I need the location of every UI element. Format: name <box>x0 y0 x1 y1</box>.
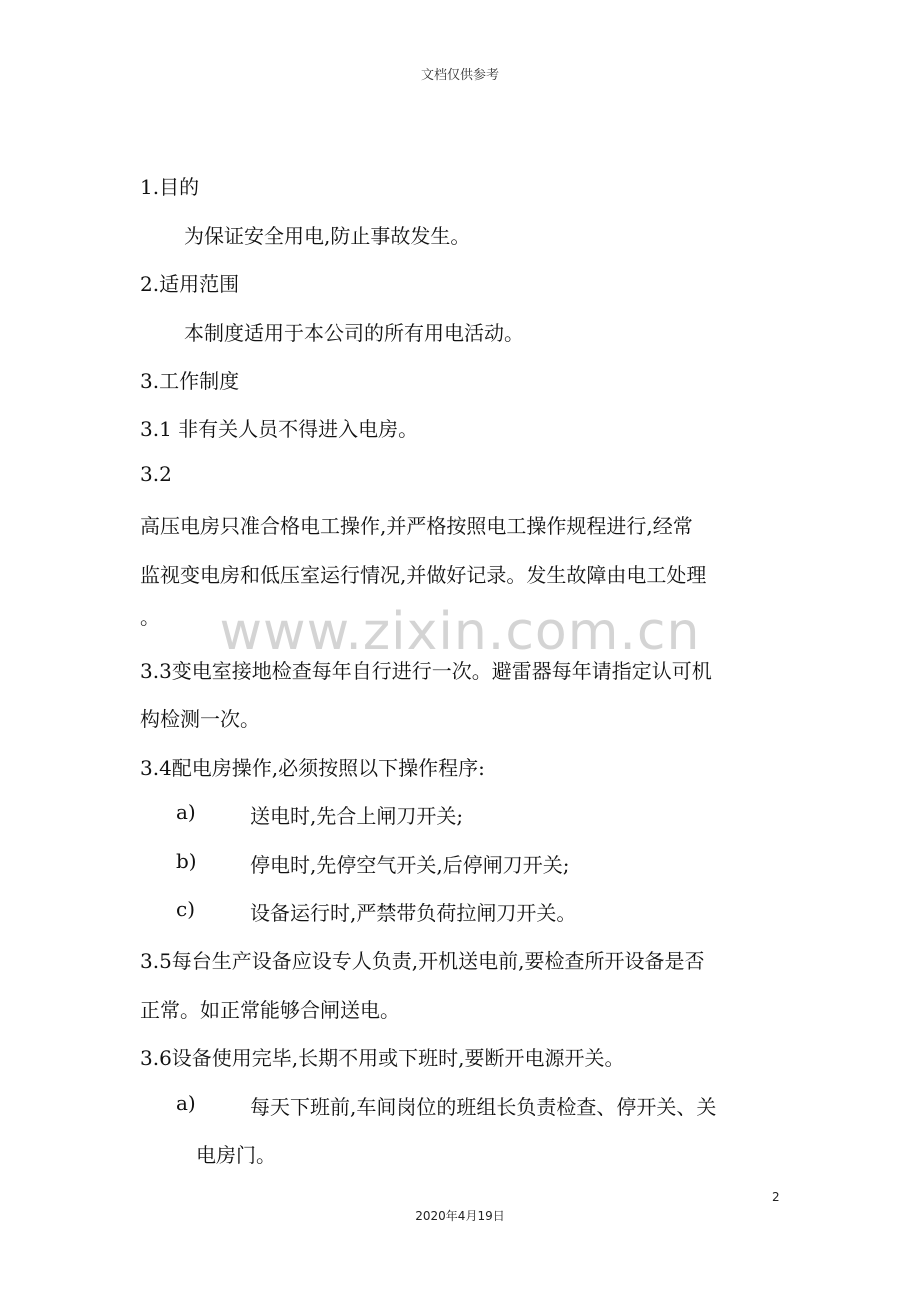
list-item-text: 设备运行时,严禁带负荷拉闸刀开关。 <box>250 901 577 925</box>
clause-3-6: 3.6设备使用完毕,长期不用或下班时,要断开电源开关。 <box>140 1046 625 1070</box>
clause-3-4: 3.4配电房操作,必须按照以下操作程序: <box>140 756 485 780</box>
list-item-text: 送电时,先合上闸刀开关; <box>250 804 464 828</box>
clause-3-2-line-3: 。 <box>140 605 160 629</box>
footer-date: 2020年4月19日 <box>415 1209 505 1223</box>
clause-3-3-line-1: 3.3变电室接地检查每年自行进行一次。避雷器每年请指定认可机 <box>140 659 712 683</box>
watermark: www.zixin.com.cn <box>219 602 701 662</box>
clause-3-2-line-1: 高压电房只准合格电工操作,并严格按照电工操作规程进行,经常 <box>140 514 693 538</box>
clause-3-5-line-2: 正常。如正常能够合闸送电。 <box>140 998 400 1022</box>
section-1-text: 为保证安全用电,防止事故发生。 <box>184 224 471 248</box>
list-item-continuation: 电房门。 <box>196 1143 276 1167</box>
clause-3-3-line-2: 构检测一次。 <box>140 707 260 731</box>
list-item-marker: a) <box>176 800 196 824</box>
clause-3-2-number: 3.2 <box>140 462 172 486</box>
section-2-text: 本制度适用于本公司的所有用电活动。 <box>184 321 524 345</box>
clause-3-5-line-1: 3.5每台生产设备应设专人负责,开机送电前,要检查所开设备是否 <box>140 949 705 973</box>
page-number: 2 <box>772 1190 780 1204</box>
clause-3-1: 3.1 非有关人员不得进入电房。 <box>140 417 419 441</box>
list-item-text: 停电时,先停空气开关,后停闸刀开关; <box>250 853 570 877</box>
page-header: 文档仅供参考 <box>420 68 499 83</box>
list-item-marker: c) <box>176 897 196 921</box>
section-1-title: 1.目的 <box>140 175 200 199</box>
list-item-marker: a) <box>176 1091 196 1115</box>
clause-3-2-line-2: 监视变电房和低压室运行情况,并做好记录。发生故障由电工处理 <box>140 563 707 587</box>
section-2-title: 2.适用范围 <box>140 272 240 296</box>
list-item-marker: b) <box>176 849 197 873</box>
section-3-title: 3.工作制度 <box>140 369 240 393</box>
list-item-text: 每天下班前,车间岗位的班组长负责检查、停开关、关 <box>250 1095 717 1119</box>
